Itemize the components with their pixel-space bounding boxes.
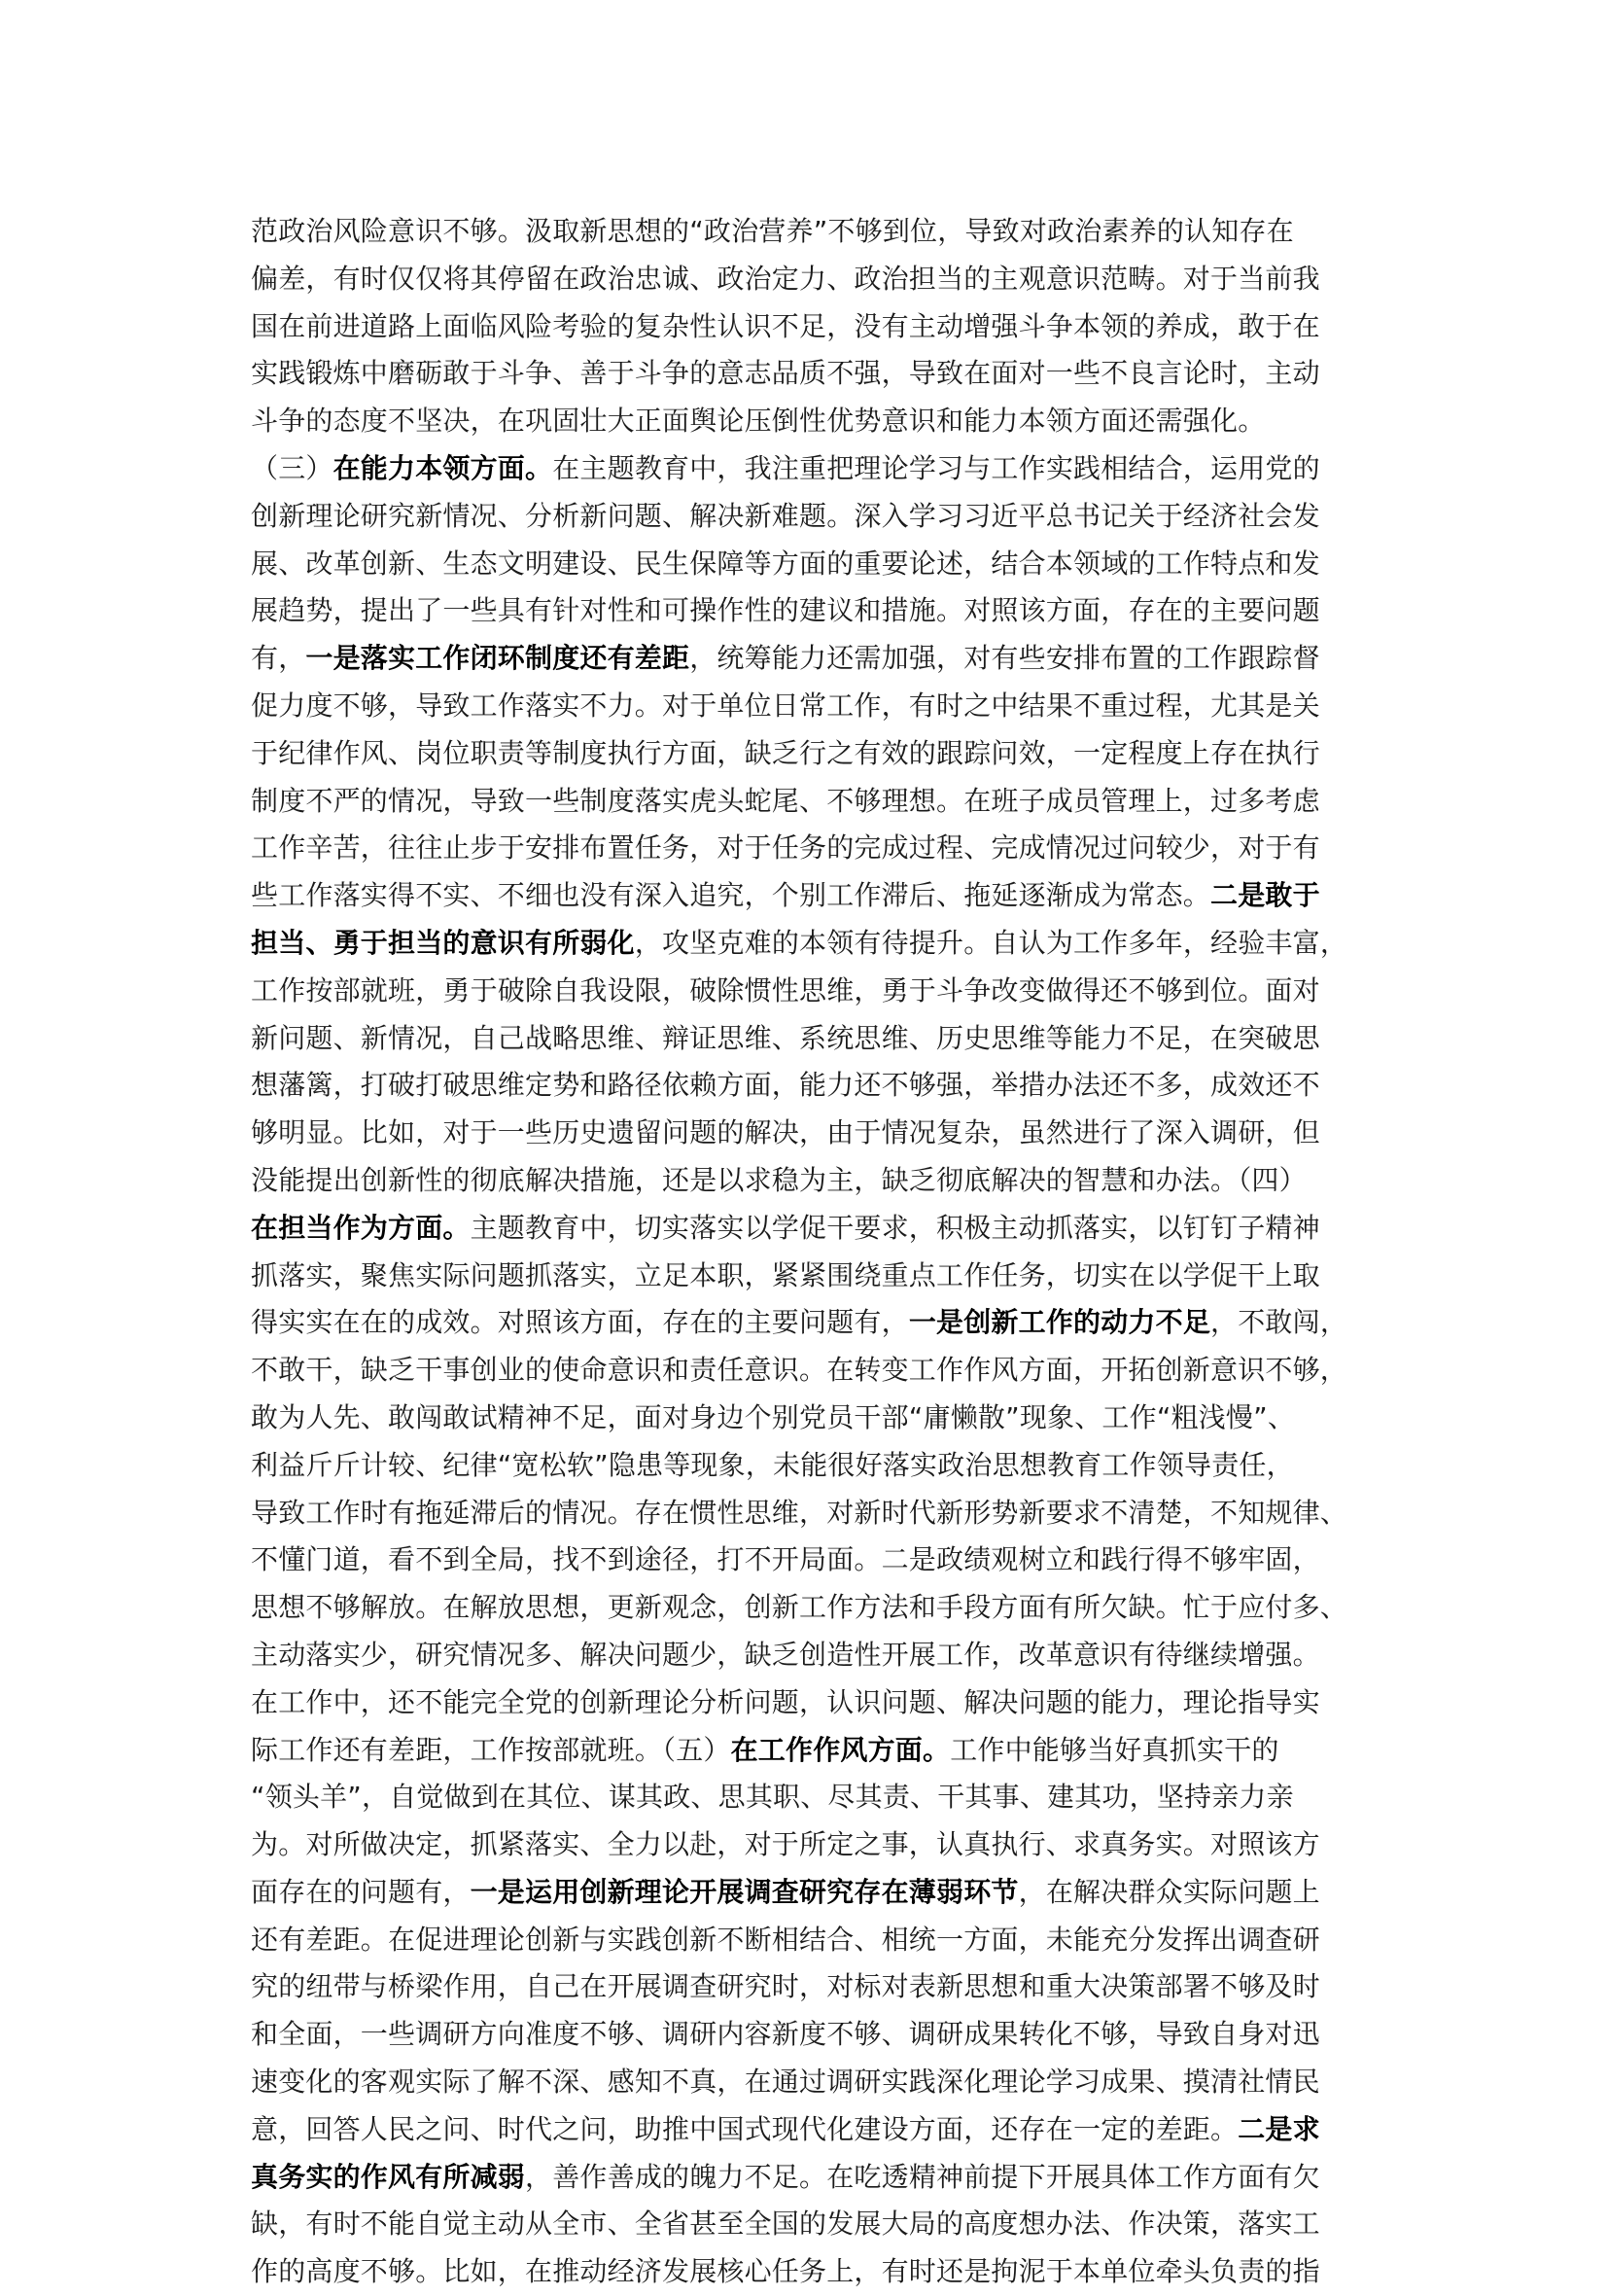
text-line xyxy=(251,1584,1379,1632)
bold-heading-text: 二是敢于 xyxy=(1210,879,1320,912)
text-line xyxy=(251,2106,1379,2154)
body-text-run: 主题教育中，切实落实以学促干要求，积极主动抓落实，以钉钉子精神 xyxy=(470,1211,1320,1244)
body-text-run: 范政治风险意识不够。汲取新思想的“政治营养”不够到位，导致对政治素养的认知存在 xyxy=(251,215,1294,247)
body-text-run: 没能提出创新性的彻底解决措施，还是以求稳为主，缺乏彻底解决的智慧和办法。（四） xyxy=(251,1163,1307,1196)
text-line xyxy=(251,1347,1379,1395)
body-text-run: 和全面，一些调研方向准度不够、调研内容新度不够、调研成果转化不够，导致自身对迅 xyxy=(251,2018,1320,2051)
body-text-run: 想藩篱，打破打破思维定势和路径依赖方面，能力还不够强，举措办法还不多，成效还不 xyxy=(251,1069,1320,1102)
body-text-run: 利益斤斤计较、纪律“宽松软”隐患等现象，未能很好落实政治思想教育工作领导责任， xyxy=(251,1448,1294,1481)
body-text-run: 究的纽带与桥梁作用，自己在开展调查研究时，对标对表新思想和重大决策部署不够及时 xyxy=(251,1970,1320,2003)
body-text-run: 得实实在在的成效。对照该方面，存在的主要问题有， xyxy=(251,1306,909,1339)
text-line xyxy=(251,920,1379,968)
body-text-run: 在主题教育中，我注重把理论学习与工作实践相结合，运用党的 xyxy=(552,451,1320,484)
text-line xyxy=(251,2011,1379,2059)
body-text-run: “领头羊”，自觉做到在其位、谋其政、思其职、尽其责、干其事、建其功，坚持亲力亲 xyxy=(251,1781,1294,1814)
body-text-run: ，攻坚克难的本领有待提升。自认为工作多年，经验丰富， xyxy=(634,926,1348,959)
body-text-run: 缺，有时不能自觉主动从全市、全省甚至全国的发展大局的高度想办法、作决策，落实工 xyxy=(251,2208,1320,2241)
text-line xyxy=(251,730,1379,778)
body-text-run: 促力度不够，导致工作落实不力。对于单位日常工作，有时之中结果不重过程，尤其是关 xyxy=(251,689,1320,722)
text-line xyxy=(251,2248,1379,2296)
body-text-run: 主动落实少，研究情况多、解决问题少，缺乏创造性开展工作，改革意识有待继续增强。 xyxy=(251,1638,1320,1671)
body-text-run: 速变化的客观实际了解不深、感知不真，在通过调研实践深化理论学习成果、摸清社情民 xyxy=(251,2066,1320,2099)
body-text-run: 展、改革创新、生态文明建设、民生保障等方面的重要论述，结合本领域的工作特点和发 xyxy=(251,547,1320,580)
body-text-run: 实践锻炼中磨砺敢于斗争、善于斗争的意志品质不强，导致在面对一些不良言论时，主动 xyxy=(251,357,1320,390)
body-text-run: ，在解决群众实际问题上 xyxy=(1018,1875,1320,1908)
bold-heading-text: 一是创新工作的动力不足 xyxy=(908,1306,1211,1339)
body-text-run: 斗争的态度不坚决，在巩固壮大正面舆论压倒性优势意识和能力本领方面还需强化。 xyxy=(251,405,1266,438)
body-text-run: 还有差距。在促进理论创新与实践创新不断相结合、相统一方面，未能充分发挥出调查研 xyxy=(251,1923,1320,1956)
body-text-run: 些工作落实得不实、不细也没有深入追究，个别工作滞后、拖延逐渐成为常态。 xyxy=(251,879,1211,912)
text-line xyxy=(251,1157,1379,1205)
text-line xyxy=(251,2154,1379,2202)
text-line xyxy=(251,587,1379,635)
bold-heading-text: 在能力本领方面。 xyxy=(332,451,553,484)
text-line xyxy=(251,1205,1379,1253)
body-text-run: ，统筹能力还需加强，对有些安排布置的工作跟踪督 xyxy=(689,642,1320,675)
body-text-run: 面存在的问题有， xyxy=(251,1875,471,1908)
bold-heading-text: 真务实的作风有所减弱 xyxy=(251,2160,526,2193)
body-text-run: 思想不够解放。在解放思想，更新观念，创新工作方法和手段方面有所欠缺。忙于应付多、 xyxy=(251,1591,1348,1624)
text-line xyxy=(251,303,1379,351)
text-line xyxy=(251,1442,1379,1490)
text-line xyxy=(251,1963,1379,2011)
body-text-run: 展趋势，提出了一些具有针对性和可操作性的建议和措施。对照该方面，存在的主要问题 xyxy=(251,594,1320,627)
text-line xyxy=(251,635,1379,683)
text-line xyxy=(251,1869,1379,1917)
body-text-run: 新问题、新情况，自己战略思维、辩证思维、系统思维、历史思维等能力不足，在突破思 xyxy=(251,1021,1320,1054)
body-text-run: 工作辛苦，往往止步于安排布置任务，对于任务的完成过程、完成情况过问较少，对于有 xyxy=(251,831,1320,865)
text-line xyxy=(251,2201,1379,2248)
text-line xyxy=(251,1110,1379,1157)
body-text-run: 国在前进道路上面临风险考验的复杂性认识不足，没有主动增强斗争本领的养成，敢于在 xyxy=(251,309,1320,342)
text-line xyxy=(251,968,1379,1015)
bold-heading-text: 担当、勇于担当的意识有所弱化 xyxy=(251,926,635,959)
text-line xyxy=(251,1395,1379,1442)
body-text-run: 工作按部就班，勇于破除自我设限，破除惯性思维，勇于斗争改变做得还不够到位。面对 xyxy=(251,973,1320,1007)
text-line xyxy=(251,1727,1379,1775)
body-text-run: 于纪律作风、岗位职责等制度执行方面，缺乏行之有效的跟踪问效，一定程度上存在执行 xyxy=(251,736,1320,769)
bold-heading-text: 一是运用创新理论开展调查研究存在薄弱环节 xyxy=(470,1875,1019,1908)
body-text-run: 制度不严的情况，导致一些制度落实虎头蛇尾、不够理想。在班子成员管理上，过多考虑 xyxy=(251,784,1320,817)
body-text-run: 偏差，有时仅仅将其停留在政治忠诚、政治定力、政治担当的主观意识范畴。对于当前我 xyxy=(251,262,1320,295)
body-text-run: 不懂门道，看不到全局，找不到途径，打不开局面。二是政绩观树立和践行得不够牢固， xyxy=(251,1543,1320,1576)
body-text-run: ，不敢闯， xyxy=(1210,1306,1348,1339)
body-text-run: 意，回答人民之问、时代之问，助推中国式现代化建设方面，还存在一定的差距。 xyxy=(251,2112,1239,2145)
text-line xyxy=(251,1062,1379,1110)
document-body-text xyxy=(251,208,1379,2296)
text-line xyxy=(251,1015,1379,1063)
bold-heading-text: 二是求 xyxy=(1238,2112,1320,2145)
text-line xyxy=(251,1537,1379,1584)
bold-heading-text: 在工作作风方面。 xyxy=(730,1733,951,1766)
body-text-run: 作的高度不够。比如，在推动经济发展核心任务上，有时还是拘泥于本单位牵头负责的指 xyxy=(251,2255,1320,2288)
text-line xyxy=(251,778,1379,826)
text-line xyxy=(251,1774,1379,1821)
text-line xyxy=(251,256,1379,303)
text-line xyxy=(251,872,1379,920)
text-line xyxy=(251,1299,1379,1347)
body-text-run: ，善作善成的魄力不足。在吃透精神前提下开展具体工作方面有欠 xyxy=(525,2160,1320,2193)
body-text-run: 有， xyxy=(251,642,306,675)
text-line xyxy=(251,350,1379,398)
text-line xyxy=(251,1679,1379,1727)
body-text-run: 敢为人先、敢闯敢试精神不足，面对身边个别党员干部“庸懒散”现象、工作“粗浅慢”、 xyxy=(251,1400,1296,1433)
body-text-run: 创新理论研究新情况、分析新问题、解决新难题。深入学习习近平总书记关于经济社会发 xyxy=(251,499,1320,532)
body-text-run: 不敢干，缺乏干事创业的使命意识和责任意识。在转变工作作风方面，开拓创新意识不够， xyxy=(251,1354,1348,1387)
body-text-run: 够明显。比如，对于一些历史遗留问题的解决，由于情况复杂，虽然进行了深入调研，但 xyxy=(251,1116,1320,1149)
text-line xyxy=(251,825,1379,872)
text-line xyxy=(251,683,1379,730)
text-line xyxy=(251,2059,1379,2106)
bold-heading-text: 在担当作为方面。 xyxy=(251,1211,471,1244)
body-text-run: 为。对所做决定，抓紧落实、全力以赴，对于所定之事，认真执行、求真务实。对照该方 xyxy=(251,1828,1320,1861)
text-line xyxy=(251,208,1379,256)
text-line xyxy=(251,1917,1379,1964)
text-line xyxy=(251,1253,1379,1300)
text-line xyxy=(251,398,1379,445)
body-text-run: 在工作中，还不能完全党的创新理论分析问题，认识问题、解决问题的能力，理论指导实 xyxy=(251,1685,1320,1718)
body-text-run: 工作中能够当好真抓实干的 xyxy=(950,1733,1279,1766)
text-line xyxy=(251,1490,1379,1537)
text-line xyxy=(251,1632,1379,1679)
text-line xyxy=(251,541,1379,588)
body-text-run: （三） xyxy=(251,451,333,484)
bold-heading-text: 一是落实工作闭环制度还有差距 xyxy=(305,642,690,675)
body-text-run: 导致工作时有拖延滞后的情况。存在惯性思维，对新时代新形势新要求不清楚，不知规律、 xyxy=(251,1496,1348,1529)
body-text-run: 际工作还有差距，工作按部就班。（五） xyxy=(251,1733,731,1766)
text-line xyxy=(251,445,1379,493)
body-text-run: 抓落实，聚焦实际问题抓落实，立足本职，紧紧围绕重点工作任务，切实在以学促干上取 xyxy=(251,1258,1320,1291)
text-line xyxy=(251,493,1379,541)
text-line xyxy=(251,1821,1379,1869)
